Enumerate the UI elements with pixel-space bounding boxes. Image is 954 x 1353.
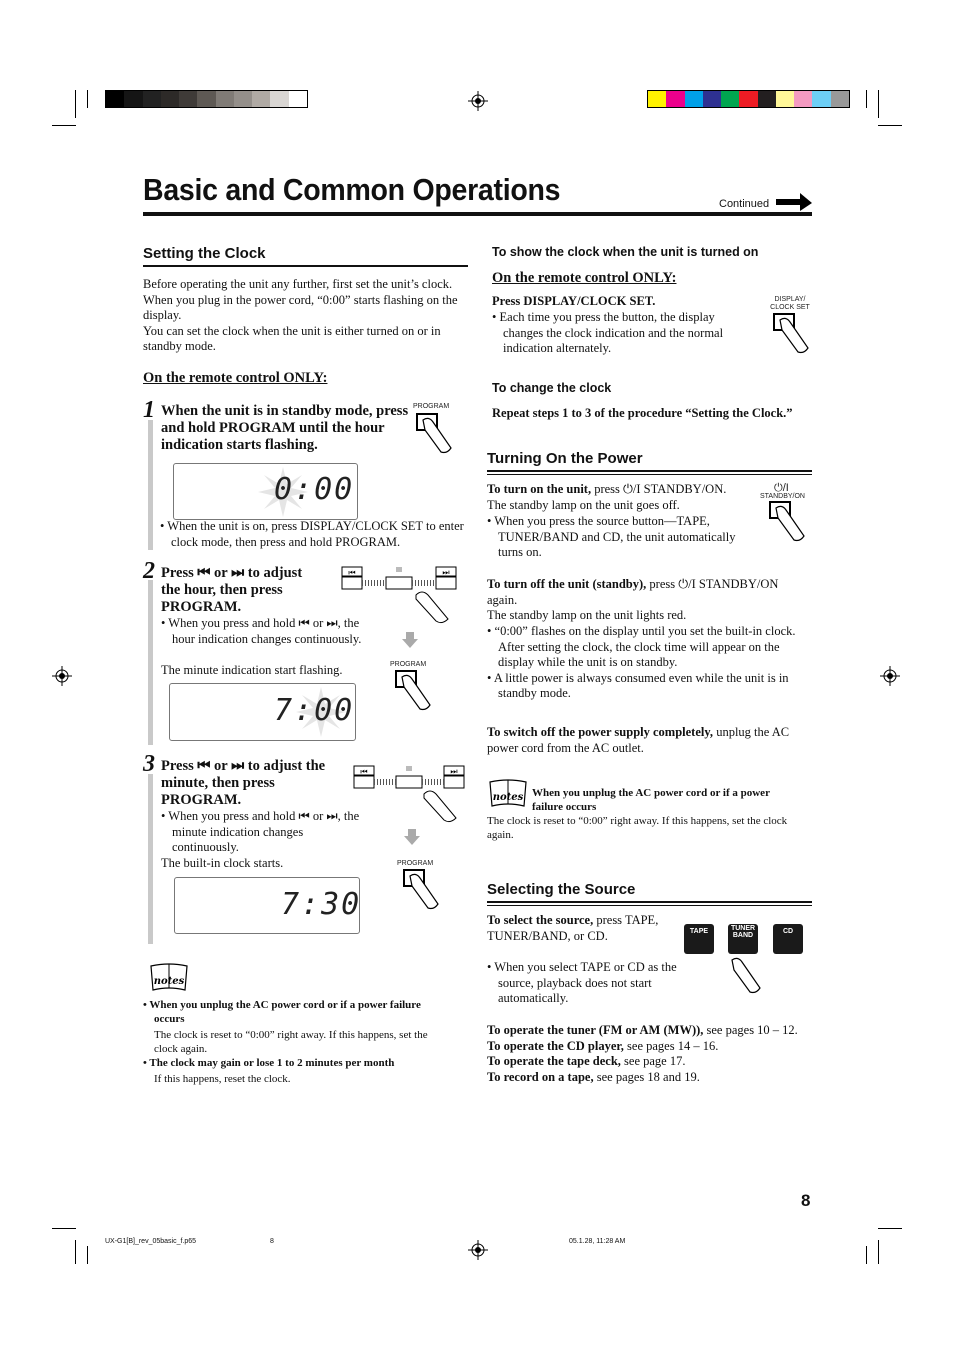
setting-clock-intro [143,277,468,355]
note-item: • The clock may gain or lose 1 to 2 minutes per month [143,1057,395,1069]
step3-result: The built-in clock starts. [161,856,284,870]
power-on-bold: To turn on the unit, [487,482,592,496]
clock-digits: 7:30 [281,887,362,922]
source-button-tuner-band[interactable] [728,924,758,954]
source-note-text: When you select TAPE or CD as the source, playback does not start automatically. [494,960,677,1006]
switch-off-bold: To switch off the power supply completely, [487,725,714,739]
section-rule [487,470,812,472]
footer-date: 05.1.28, 11:28 AM [569,1238,626,1245]
step1-note: • When the unit is on, press DISPLAY/CLOCK SET to enter clock mode, then press and hold PROGRAM. [160,519,464,549]
notes-icon [147,958,191,994]
footer-file: UX-G1[B]_rev_05basic_f.p65 [105,1238,197,1245]
section-rule-thin [487,474,812,475]
power-off-note-text: A little power is always consumed even while the unit is in standby mode. [493,670,789,701]
notes-label: notes [492,792,524,803]
power-off-notes [487,624,811,702]
step-number: 3 [143,751,155,777]
ref-bold: To operate the CD player, [487,1038,624,1053]
color-swatch [648,91,666,107]
page-number: 8 [801,1191,811,1210]
section-title-source: Selecting the Source [487,881,636,898]
switch-off-paragraph [487,725,811,756]
change-clock-title: To change the clock [492,381,612,395]
power-off-bold: To turn off the unit (standby), [487,577,647,591]
power-on-paragraph [487,482,752,513]
color-swatch [776,91,794,107]
grey-color-bar [105,90,308,108]
power-off-paragraph [487,577,807,624]
color-swatch [794,91,812,107]
notes-icon [486,774,530,810]
intro-paragraph: Before operating the unit any further, first set the unit’s clock. When you plug in the power cord, “0:00” starts flashing on the display. [143,277,458,323]
clock-display-step1 [173,463,358,520]
down-arrow-icon [402,632,418,648]
power-on-note-text: When you press the source button—TAPE, TUNER/BAND and CD, the unit automatically turns on. [494,514,736,560]
ref-text: see pages 14 – 16. [627,1038,719,1053]
finger-press-source-icon [728,956,768,998]
change-clock-text: Repeat steps 1 to 3 of the procedure “Setting the Clock.” [492,406,793,420]
source-note: • When you select TAPE or CD as the source, playback does not start automatically. [487,960,677,1006]
grey-swatch [124,91,142,107]
ref-bold: To record on a tape, [487,1069,594,1084]
grey-swatch [289,91,307,107]
page-title: Basic and Common Operations [143,172,561,207]
grey-swatch [161,91,179,107]
svg-text:⏮: ⏮ [360,767,368,776]
select-source-text: press TAPE, TUNER/BAND, or CD. [487,913,659,943]
color-swatch [666,91,684,107]
source-ref [487,1039,811,1055]
note-text: The clock is reset to “0:00” right away. If this happens, set the clock again. [154,1029,428,1055]
step2-instruction: Press ⏮ or ⏭ to adjust the hour, then press PROGRAM. [161,565,303,615]
source-button-cd[interactable] [773,924,803,954]
section-rule [143,265,468,267]
svg-text:⏮: ⏮ [348,568,356,577]
show-clock-instruction: Press DISPLAY/CLOCK SET. [492,294,656,308]
step2-note: • When you press and hold ⏮ or ⏭, the hour indication changes continuously. [161,616,362,646]
note-text: If this happens, reset the clock. [154,1073,291,1085]
program-button-label: PROGRAM [390,661,427,668]
registration-target-icon [468,91,488,111]
step-bar [148,580,153,745]
clock-digits: 7:00 [274,693,355,728]
svg-text:⏭: ⏭ [442,568,450,577]
registration-target-icon [52,666,72,686]
step1-note-text: When the unit is on, press DISPLAY/CLOCK SET to enter clock mode, then press and hold PROGRAM. [167,519,464,549]
step1-instruction: When the unit is in standby mode, press and hold PROGRAM until the hour indication starts flashing. [161,403,409,453]
grey-swatch [143,91,161,107]
step3-instruction: Press ⏮ or ⏭ to adjust the minute, then press PROGRAM. [161,758,326,808]
note-item: • When you unplug the AC power cord or if a power failure occurs [143,999,421,1025]
power-note-text: The clock is reset to “0:00” right away. If this happens, set the clock again. [487,815,788,841]
title-rule [143,212,812,216]
registration-target-icon [468,1240,488,1260]
remote-only-heading: On the remote control ONLY: [492,270,677,286]
clock-display-step3 [174,877,360,934]
step-bar [148,774,153,944]
source-button-label: CD [782,928,794,935]
intro-paragraph: You can set the clock when the unit is either turned on or in standby mode. [143,323,441,354]
grey-swatch [106,91,124,107]
notes-label: notes [153,976,185,987]
process-color-bar [647,90,850,108]
power-off-text: press ⏻/I STANDBY/ON again. [487,577,779,607]
grey-swatch [252,91,270,107]
ref-bold: To operate the tape deck, [487,1054,621,1069]
continued-arrow-icon [776,193,812,211]
standby-label: STANDBY/ON [760,493,805,500]
power-off-text2: The standby lamp on the unit lights red. [487,608,687,623]
notes-list [143,998,453,1086]
note-title: The clock may gain or lose 1 to 2 minutes per month [149,1057,395,1069]
color-swatch [721,91,739,107]
finger-press-standby-icon [768,500,812,544]
step-number: 1 [143,397,155,423]
clock-display-step2 [169,683,356,741]
section-rule [487,901,812,903]
color-swatch [739,91,757,107]
ref-bold: To operate the tuner (FM or AM (MW)), [487,1023,704,1037]
display-clock-set-label: DISPLAY/ CLOCK SET [770,296,810,311]
power-note-title: When you unplug the AC power cord or if a power failure occurs [532,787,770,813]
standby-symbol: ⏻/I [774,482,789,494]
color-swatch [812,91,830,107]
finger-press-program-icon [415,412,459,456]
select-source-bold: To select the source, [487,913,594,927]
source-button-label: TUNER BAND [730,925,756,939]
program-button-label: PROGRAM [397,860,434,867]
step3-note-text: When you press and hold ⏮ or ⏭, the minute indication changes continuously. [168,809,360,855]
grey-swatch [197,91,215,107]
grey-swatch [270,91,288,107]
down-arrow-icon [404,829,420,845]
select-source-paragraph [487,913,672,944]
registration-target-icon [880,666,900,686]
step2-result: The minute indication start flashing. [161,663,343,677]
svg-text:⏭: ⏭ [450,767,458,776]
ref-text: see pages 10 – 12. [706,1023,798,1037]
source-ref [487,1070,811,1086]
grey-swatch [234,91,252,107]
finger-press-program-icon [402,868,446,912]
step-number: 2 [143,558,155,584]
finger-press-program-icon [394,669,438,713]
finger-press-display-icon [772,312,816,356]
ref-text: see pages 18 and 19. [596,1069,700,1084]
power-on-text2: The standby lamp on the unit goes off. [487,497,680,512]
remote-only-heading: On the remote control ONLY: [143,370,328,386]
source-ref [487,1054,811,1070]
step-bar [148,420,153,550]
clock-digits: 0:00 [274,472,355,507]
power-on-note: • When you press the source button—TAPE, TUNER/BAND and CD, the unit automatically turns on. [487,514,736,560]
show-clock-title: To show the clock when the unit is turned on [492,245,759,259]
power-off-note-text: “0:00” flashes on the display until you set the built-in clock. After setting the clock, the clock time will appear on the display while the unit is on standby. [494,624,796,670]
step3-note: • When you press and hold ⏮ or ⏭, the minute indication changes continuously. [161,809,360,855]
source-button-tape[interactable] [684,924,714,954]
grey-swatch [216,91,234,107]
color-swatch [703,91,721,107]
section-title-power: Turning On the Power [487,450,643,467]
color-swatch [758,91,776,107]
footer-page: 8 [270,1238,274,1245]
continued-label: Continued [719,198,770,210]
source-button-label: TAPE [689,928,709,935]
show-clock-note-text: Each time you press the button, the display changes the clock indication and the normal indication alternately. [499,310,724,356]
ref-text: see page 17. [624,1054,686,1069]
color-swatch [685,91,703,107]
program-button-label: PROGRAM [413,403,450,410]
show-clock-note: • Each time you press the button, the display changes the clock indication and the normal indication alternately. [492,310,724,356]
grey-swatch [179,91,197,107]
step2-note-text: When you press and hold ⏮ or ⏭, the hour indication changes continuously. [168,616,362,646]
source-ref [487,1023,811,1039]
switch-off-text: unplug the AC power cord from the AC outlet. [487,725,790,755]
power-on-text: press ⏻/I STANDBY/ON. [594,482,727,496]
source-refs [487,1023,811,1085]
power-off-note: • A little power is always consumed even while the unit is in standby mode. [487,670,789,701]
color-swatch [831,91,849,107]
power-off-note: • “0:00” flashes on the display until you set the built-in clock. After setting the clock, the clock time will appear on the display while the unit is on standby. [487,624,796,670]
section-title-setting-clock: Setting the Clock [143,245,266,262]
section-rule-thin [487,905,812,906]
note-title: When you unplug the AC power cord or if a power failure occurs [149,999,421,1025]
